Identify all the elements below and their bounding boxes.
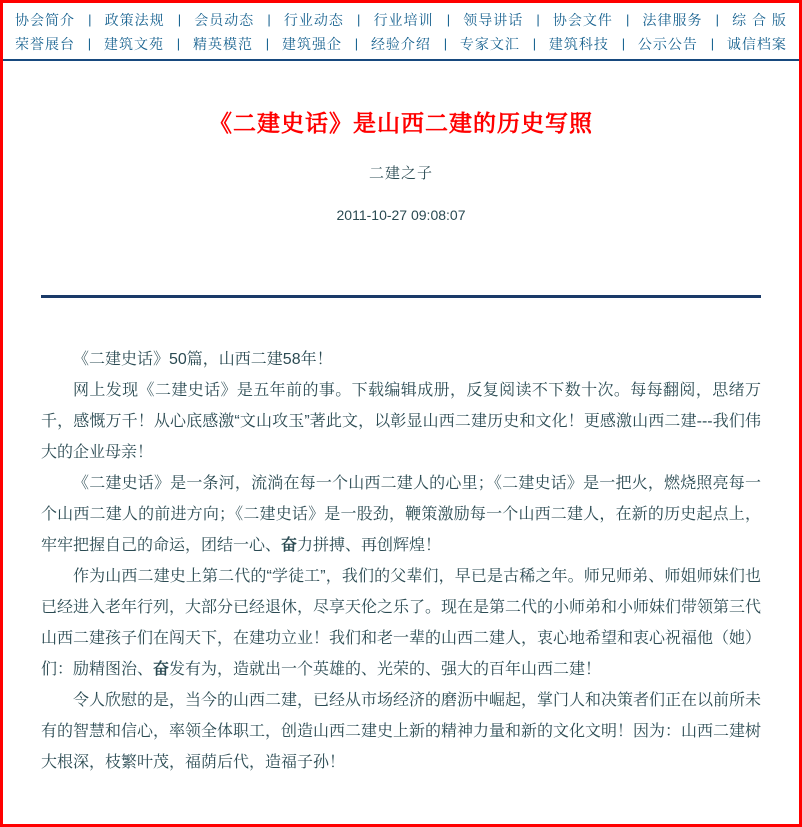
nav-separator: | bbox=[87, 36, 92, 51]
nav-link[interactable]: 建筑文苑 bbox=[103, 36, 164, 52]
nav-link[interactable]: 荣誉展台 bbox=[15, 36, 75, 52]
nav-link[interactable]: 专家文汇 bbox=[459, 36, 520, 52]
paragraph-text: 发有为，造就出一个英雄的、光荣的、强大的百年山西二建！ bbox=[169, 661, 602, 678]
emphasized-text: 奋 bbox=[281, 537, 298, 554]
article-paragraph bbox=[41, 375, 761, 468]
paragraph-text: 网上发现《二建史话》是五年前的事。下载编辑成册，反复阅读不下数十次。每每翻阅，思绪万千，感慨万千！从心底感激“文山攻玉”著此文，以彰显山西二建历史和文化！更感激山西二建---我们伟大的企业母亲！ bbox=[41, 382, 761, 461]
nav-separator: | bbox=[443, 36, 448, 51]
article-body bbox=[41, 344, 761, 778]
nav-separator: | bbox=[715, 12, 719, 27]
nav-link[interactable]: 领导讲话 bbox=[463, 12, 524, 28]
nav-separator: | bbox=[265, 36, 270, 51]
nav-row-1 bbox=[15, 8, 787, 32]
nav-link[interactable]: 建筑科技 bbox=[548, 36, 609, 52]
nav-separator: | bbox=[88, 12, 92, 27]
nav-separator: | bbox=[177, 12, 182, 27]
nav-separator: | bbox=[354, 36, 359, 51]
paragraph-text: 令人欣慰的是，当今的山西二建，已经从市场经济的磨沥中崛起，掌门人和决策者们正在以前所未有的智慧和信心，率领全体职工，创造山西二建史上新的精神力量和新的文化文明！因为：山西二建树大根深，枝繁叶茂，福荫后代，造福子孙！ bbox=[41, 692, 762, 771]
nav-separator: | bbox=[532, 36, 537, 51]
paragraph-text: 力拼搏、再创辉煌！ bbox=[297, 537, 442, 554]
nav-link[interactable]: 协会文件 bbox=[552, 12, 613, 28]
nav-link[interactable]: 公示公告 bbox=[637, 36, 698, 52]
nav-link[interactable]: 精英模范 bbox=[192, 36, 253, 52]
nav-link[interactable]: 综 合 版 bbox=[732, 12, 787, 28]
nav-separator: | bbox=[357, 12, 361, 27]
divider-line bbox=[41, 295, 761, 298]
article-paragraph bbox=[41, 344, 761, 375]
article-date: 2011-10-27 09:08:07 bbox=[336, 207, 466, 223]
nav-separator: | bbox=[176, 36, 181, 51]
nav-link[interactable]: 诚信档案 bbox=[726, 36, 787, 52]
article bbox=[3, 105, 799, 778]
nav-link[interactable]: 经验介绍 bbox=[370, 36, 431, 52]
paragraph-text: 《二建史话》50篇，山西二建58年！ bbox=[73, 351, 333, 368]
nav-link[interactable]: 会员动态 bbox=[194, 12, 255, 28]
nav-link[interactable]: 政策法规 bbox=[104, 12, 165, 28]
nav-link[interactable]: 建筑强企 bbox=[281, 36, 342, 52]
paragraph-text: 作为山西二建史上第二代的“学徒工”，我们的父辈们，早已是古稀之年。师兄师弟、师姐师妹们也已经进入老年行列，大部分已经退休，尽享天伦之乐了。现在是第二代的小师弟和小师妹们带领第三代山西二建孩子们在闯天下，在建功立业！我们和老一辈的山西二建人，衷心地希望和衷心祝福他（她）们：励精图治、 bbox=[41, 568, 762, 678]
nav-separator: | bbox=[621, 36, 626, 51]
top-navigation bbox=[3, 3, 799, 61]
emphasized-text: 奋 bbox=[153, 661, 170, 678]
nav-link[interactable]: 行业动态 bbox=[283, 12, 344, 28]
article-paragraph bbox=[41, 685, 761, 778]
nav-separator: | bbox=[625, 12, 630, 27]
nav-separator: | bbox=[267, 12, 271, 27]
article-paragraph bbox=[41, 561, 761, 685]
article-paragraph bbox=[41, 468, 761, 561]
nav-separator: | bbox=[536, 12, 540, 27]
nav-separator: | bbox=[446, 12, 451, 27]
article-title: 《二建史话》是山西二建的历史写照 bbox=[209, 110, 593, 136]
nav-row-2 bbox=[15, 32, 787, 56]
paragraph-text: 《二建史话》是一条河，流淌在每一个山西二建人的心里；《二建史话》是一把火，燃烧照亮每一个山西二建人的前进方向；《二建史话》是一股劲，鞭策激励每一个山西二建人，在新的历史起点上，牢牢把握自己的命运，团结一心、 bbox=[41, 475, 761, 554]
nav-link[interactable]: 协会简介 bbox=[15, 12, 75, 28]
article-author: 二建之子 bbox=[368, 165, 433, 182]
nav-link[interactable]: 法律服务 bbox=[642, 12, 703, 28]
nav-link[interactable]: 行业培训 bbox=[373, 12, 434, 28]
nav-separator: | bbox=[710, 36, 715, 51]
